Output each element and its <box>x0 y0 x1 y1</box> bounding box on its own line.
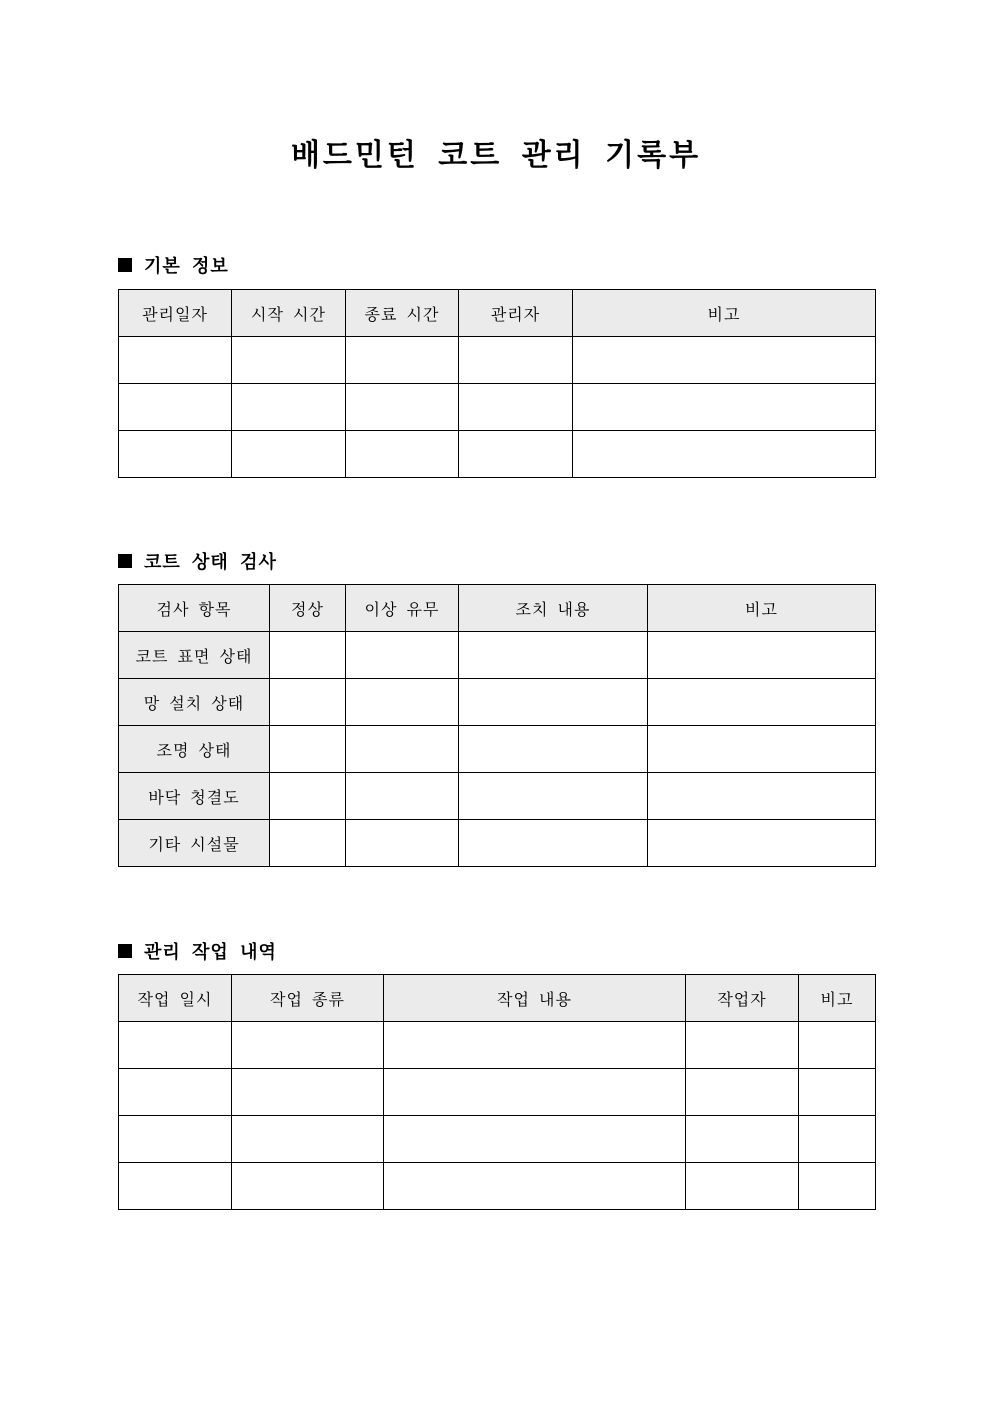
table-cell[interactable] <box>346 726 459 773</box>
table-cell[interactable] <box>346 632 459 679</box>
table-cell[interactable] <box>119 1069 232 1116</box>
section-heading-court-inspection <box>118 548 277 574</box>
table-cell[interactable] <box>119 1116 232 1163</box>
table-row <box>119 632 876 679</box>
table-cell[interactable] <box>346 773 459 820</box>
section-heading-label: 관리 작업 내역 <box>144 942 277 963</box>
table-cell[interactable] <box>459 384 573 431</box>
table-row <box>119 1163 876 1210</box>
section-heading-basic-info <box>118 252 229 278</box>
table-cell[interactable] <box>270 773 346 820</box>
table-cell[interactable] <box>799 1022 876 1069</box>
header-work-datetime: 작업 일시 <box>119 975 232 1022</box>
inspection-item-label: 조명 상태 <box>119 726 270 773</box>
section-heading-label: 코트 상태 검사 <box>144 552 277 573</box>
header-start-time: 시작 시간 <box>232 290 346 337</box>
table-cell[interactable] <box>346 820 459 867</box>
table-cell[interactable] <box>648 820 876 867</box>
table-header-row <box>119 290 876 337</box>
table-cell[interactable] <box>270 632 346 679</box>
table-cell[interactable] <box>573 337 876 384</box>
table-row <box>119 679 876 726</box>
court-inspection-table <box>118 584 876 867</box>
table-cell[interactable] <box>384 1116 686 1163</box>
document-title: 배드민턴 코트 관리 기록부 <box>290 138 702 173</box>
header-end-time: 종료 시간 <box>346 290 459 337</box>
table-cell[interactable] <box>119 384 232 431</box>
table-cell[interactable] <box>346 384 459 431</box>
table-cell[interactable] <box>459 820 648 867</box>
table-cell[interactable] <box>799 1163 876 1210</box>
header-manage-date: 관리일자 <box>119 290 232 337</box>
table-row <box>119 1116 876 1163</box>
header-remarks: 비고 <box>648 585 876 632</box>
table-cell[interactable] <box>232 384 346 431</box>
table-row <box>119 1022 876 1069</box>
header-work-content: 작업 내용 <box>384 975 686 1022</box>
table-cell[interactable] <box>232 1163 384 1210</box>
header-manager: 관리자 <box>459 290 573 337</box>
table-cell[interactable] <box>648 679 876 726</box>
table-row <box>119 431 876 478</box>
work-log-table <box>118 974 876 1210</box>
inspection-item-label: 바닥 청결도 <box>119 773 270 820</box>
header-inspection-item: 검사 항목 <box>119 585 270 632</box>
table-row <box>119 820 876 867</box>
table-cell[interactable] <box>573 384 876 431</box>
table-cell[interactable] <box>459 632 648 679</box>
table-row <box>119 384 876 431</box>
table-row <box>119 773 876 820</box>
table-cell[interactable] <box>686 1069 799 1116</box>
section-heading-label: 기본 정보 <box>144 256 229 277</box>
table-header-row <box>119 585 876 632</box>
table-cell[interactable] <box>232 337 346 384</box>
table-row <box>119 337 876 384</box>
section-heading-work-log <box>118 938 277 964</box>
square-bullet-icon <box>118 258 132 272</box>
table-cell[interactable] <box>799 1069 876 1116</box>
table-header-row <box>119 975 876 1022</box>
header-action-taken: 조치 내용 <box>459 585 648 632</box>
header-abnormality: 이상 유무 <box>346 585 459 632</box>
table-cell[interactable] <box>119 337 232 384</box>
header-remarks: 비고 <box>799 975 876 1022</box>
inspection-item-label: 코트 표면 상태 <box>119 632 270 679</box>
table-cell[interactable] <box>232 1116 384 1163</box>
square-bullet-icon <box>118 554 132 568</box>
table-cell[interactable] <box>346 337 459 384</box>
table-cell[interactable] <box>384 1069 686 1116</box>
table-cell[interactable] <box>384 1163 686 1210</box>
inspection-item-label: 기타 시설물 <box>119 820 270 867</box>
table-cell[interactable] <box>270 820 346 867</box>
table-row <box>119 1069 876 1116</box>
table-cell[interactable] <box>799 1116 876 1163</box>
table-cell[interactable] <box>686 1116 799 1163</box>
table-cell[interactable] <box>270 679 346 726</box>
table-cell[interactable] <box>686 1022 799 1069</box>
header-normal: 정상 <box>270 585 346 632</box>
table-cell[interactable] <box>270 726 346 773</box>
table-cell[interactable] <box>384 1022 686 1069</box>
table-cell[interactable] <box>119 1022 232 1069</box>
table-cell[interactable] <box>346 679 459 726</box>
table-cell[interactable] <box>232 1022 384 1069</box>
table-cell[interactable] <box>686 1163 799 1210</box>
square-bullet-icon <box>118 944 132 958</box>
basic-info-table <box>118 289 876 478</box>
table-cell[interactable] <box>573 431 876 478</box>
table-cell[interactable] <box>119 1163 232 1210</box>
table-cell[interactable] <box>648 632 876 679</box>
header-worker: 작업자 <box>686 975 799 1022</box>
header-work-type: 작업 종류 <box>232 975 384 1022</box>
table-cell[interactable] <box>648 726 876 773</box>
table-cell[interactable] <box>459 337 573 384</box>
table-cell[interactable] <box>459 726 648 773</box>
table-cell[interactable] <box>119 431 232 478</box>
header-remarks: 비고 <box>573 290 876 337</box>
table-row <box>119 726 876 773</box>
table-cell[interactable] <box>346 431 459 478</box>
table-cell[interactable] <box>459 773 648 820</box>
inspection-item-label: 망 설치 상태 <box>119 679 270 726</box>
table-cell[interactable] <box>459 431 573 478</box>
table-cell[interactable] <box>232 1069 384 1116</box>
table-cell[interactable] <box>459 679 648 726</box>
table-cell[interactable] <box>232 431 346 478</box>
table-cell[interactable] <box>648 773 876 820</box>
